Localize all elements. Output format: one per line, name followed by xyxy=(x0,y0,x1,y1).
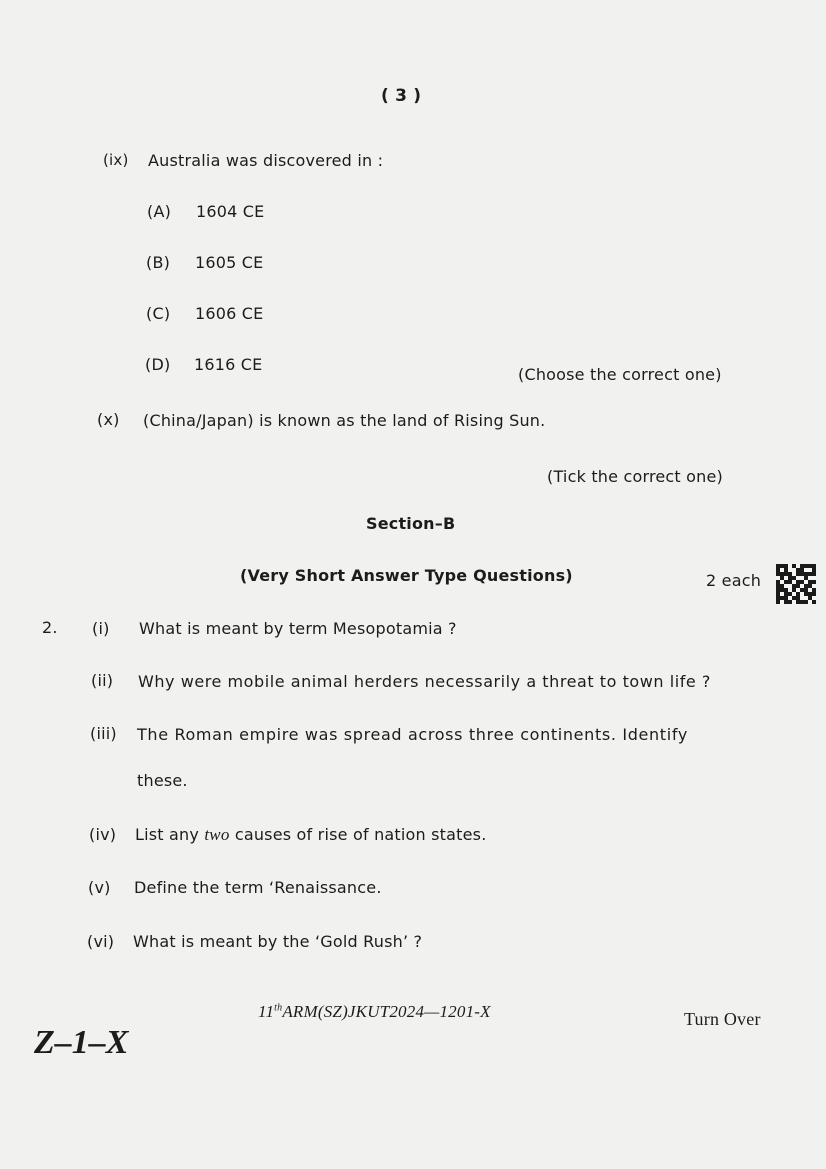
paper-set-code: Z–1–X xyxy=(34,1024,129,1061)
subquestion-number: (iii) xyxy=(90,724,117,743)
subquestion-number: (iv) xyxy=(89,825,117,844)
marks-label: 2 each xyxy=(706,571,762,590)
option-label: (C) xyxy=(146,304,171,323)
subquestion-text-continued: these. xyxy=(137,771,188,790)
instruction-text: (Tick the correct one) xyxy=(547,467,723,486)
turn-over-label: Turn Over xyxy=(684,1009,761,1029)
section-subtitle: (Very Short Answer Type Questions) xyxy=(240,566,573,585)
question-number: (x) xyxy=(97,410,120,429)
subquestion-number: (i) xyxy=(92,619,110,638)
subquestion-text: Define the term ‘Renaissance. xyxy=(134,878,382,897)
instruction-text: (Choose the correct one) xyxy=(518,365,722,384)
subquestion-number: (v) xyxy=(88,878,111,897)
option-text: 1605 CE xyxy=(195,253,264,272)
footer-paper-code: 11thARM(SZ)JKUT2024—1201-X xyxy=(258,1002,491,1021)
question-text: Australia was discovered in : xyxy=(148,151,384,170)
option-text: 1606 CE xyxy=(195,304,264,323)
subquestion-number: (vi) xyxy=(87,932,115,951)
page-number: ( 3 ) xyxy=(381,86,422,106)
subquestion-text: Why were mobile animal herders necessarily a threat to town life ? xyxy=(138,672,711,691)
subquestion-text: List any two causes of rise of nation states. xyxy=(135,825,487,844)
subquestion-text: What is meant by term Mesopotamia ? xyxy=(139,619,457,638)
option-text: 1616 CE xyxy=(194,355,263,374)
subquestion-text: The Roman empire was spread across three continents. Identify xyxy=(137,725,688,744)
section-title: Section–B xyxy=(366,514,456,533)
option-text: 1604 CE xyxy=(196,202,265,221)
qr-code-icon xyxy=(776,564,816,604)
subquestion-text: What is meant by the ‘Gold Rush’ ? xyxy=(133,932,423,951)
option-label: (D) xyxy=(145,355,171,374)
question-text: (China/Japan) is known as the land of Rising Sun. xyxy=(143,411,546,430)
question-number: (ix) xyxy=(103,151,129,169)
option-label: (B) xyxy=(146,253,171,272)
question-number: 2. xyxy=(42,618,58,637)
option-label: (A) xyxy=(147,202,172,221)
subquestion-number: (ii) xyxy=(91,671,114,690)
